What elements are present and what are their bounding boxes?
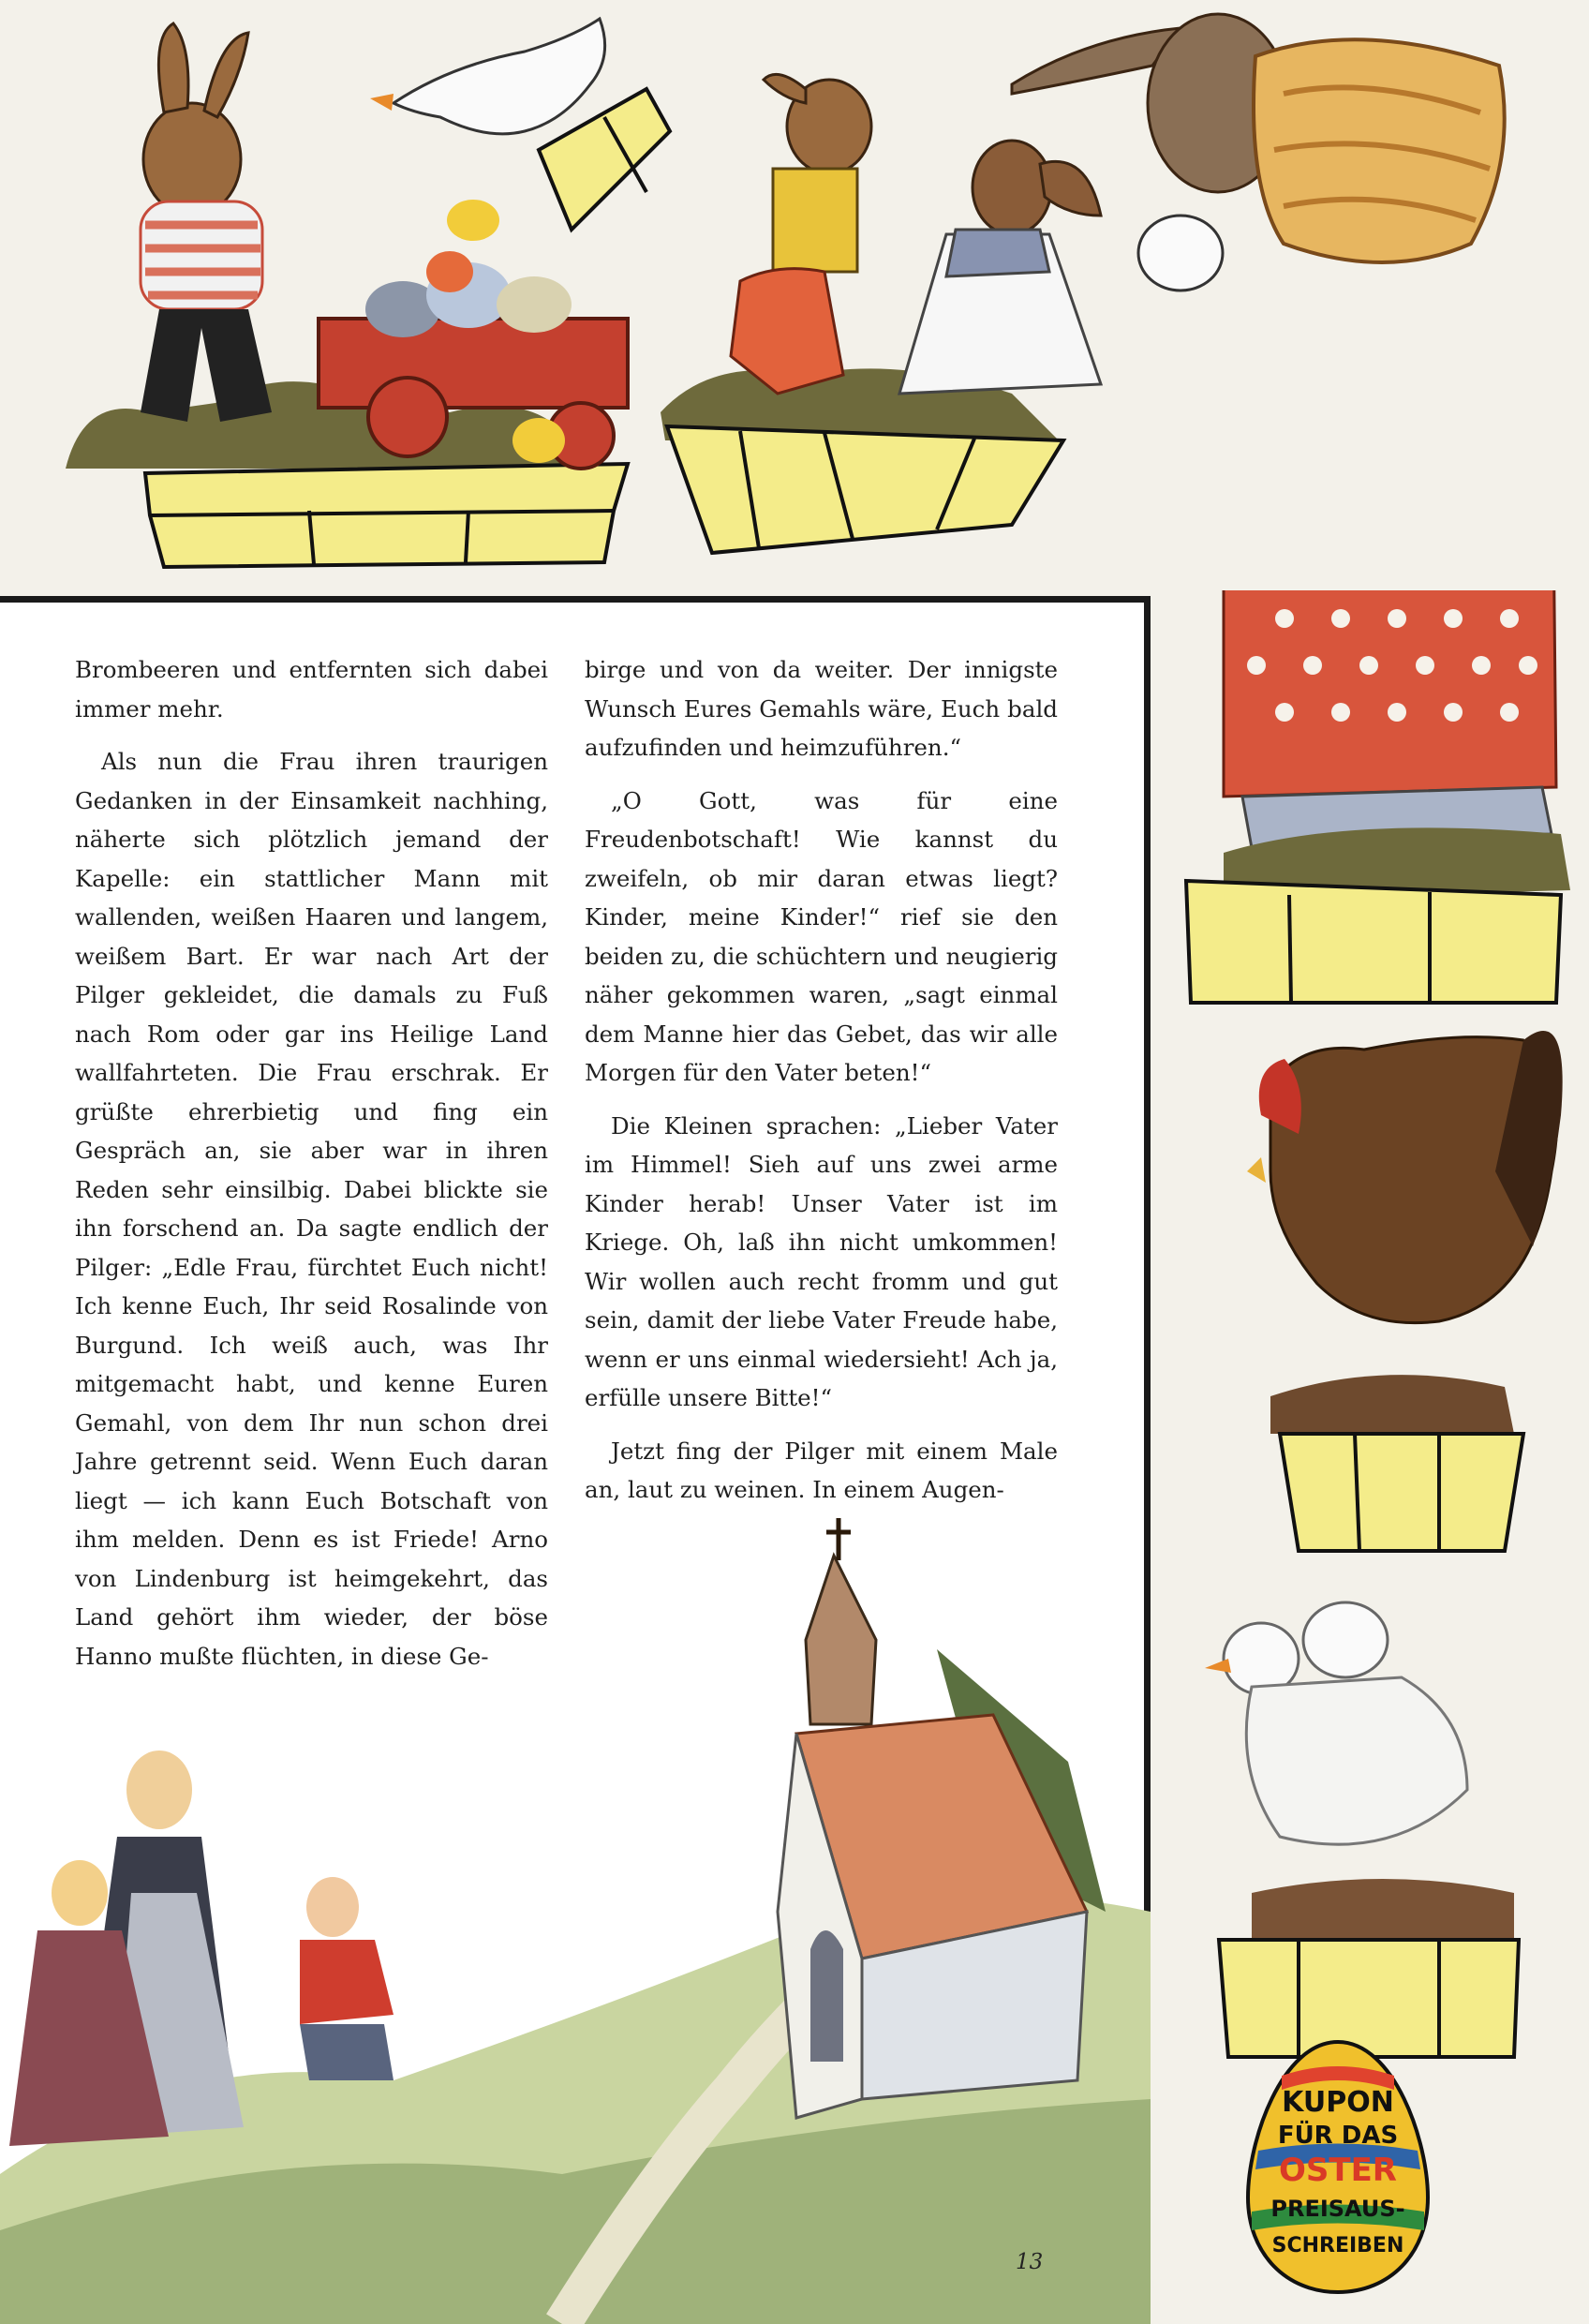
text-column-right <box>585 650 1058 1524</box>
chapel-illustration <box>778 1518 1106 2118</box>
rooster-illustration <box>1247 1031 1563 1551</box>
geese-pair-illustration <box>1205 1602 1519 2057</box>
mother-bunny-with-bread-illustration <box>1012 14 1505 290</box>
dancing-bunnies-illustration <box>661 74 1101 553</box>
polka-dot-apron-illustration <box>1186 590 1570 1003</box>
page-number: 13 <box>1016 2250 1044 2274</box>
easter-cutout-figures <box>0 0 1589 590</box>
coupon-line: SCHREIBEN <box>1271 2234 1404 2257</box>
paragraph: Jetzt fing der Pilger mit einem Male an, laut zu weinen. In einem Augen- <box>585 1437 1058 1503</box>
chapel-scene-illustration <box>0 1518 1151 2324</box>
paragraph: birge und von da weiter. Der innigste Wunsch Eures Gemahls wäre, Euch bald aufzufinden und heimzuführen.“ <box>585 656 1058 761</box>
coupon-line: KUPON <box>1282 2086 1394 2119</box>
coupon-line: PREISAUS- <box>1270 2196 1405 2222</box>
paragraph: „O Gott, was für eine Freudenbotschaft! Wie kannst du zweifeln, ob mir daran etwas liegt? Kinder, meine Kinder!“ rief sie den beiden zu, die schüchtern und neugierig näher gekommen waren, „sagt einmal dem Manne hier das Gebet, das wir alle Morgen für den Vater beten!“ <box>585 786 1058 1086</box>
paragraph: Die Kleinen sprachen: „Lieber Vater im Himmel! Sieh auf uns zwei arme Kinder herab! Unser Vater ist im Kriege. Oh, laß ihn nicht umkommen! Wir wollen auch recht fromm und gut sein, damit der liebe Vater Freude habe, wenn er uns einmal wiedersieht! Ach ja, erfülle unsere Bitte!“ <box>585 1111 1058 1411</box>
paragraph: Als nun die Frau ihren traurigen Gedanken in der Einsamkeit nachhing, näherte sich plötzlich jemand der Kapelle: ein stattlicher Mann mit wallenden, weißen Haaren und langem, weißem Bart. Er war nach Art der Pilger gekleidet, die damals zu Fuß nach Rom oder gar ins Heilige Land wallfahrteten. Die Frau erschrak. Er grüßte ehrerbietig und fing ein Gespräch an, sie aber war in ihren Reden sehr einsilbig. Dabei blickte sie ihn forschend an. Da sagte endlich der Pilger: „Edle Frau, fürchtet Euch nicht! Ich kenne Euch, Ihr seid Rosalinde von Burgund. Ich weiß auch, was Ihr mitgemacht habt, und kenne Euren Gemahl, von dem Ihr nun schon drei Jahre getrennt seid. Wenn Euch daran liegt — ich kann Euch Botschaft von ihm melden. Denn es ist Friede! Arno von Lindenburg ist heimgekehrt, das Land gehört ihm wieder, der böse Hanno mußte flüchten, in diese Ge- <box>75 748 548 1670</box>
easter-coupon-egg <box>1244 2038 1432 2296</box>
goose-cutout-illustration <box>370 19 670 230</box>
paragraph: Brombeeren und entfernten sich dabei immer mehr. <box>75 656 548 723</box>
coupon-line: FÜR DAS <box>1277 2122 1399 2150</box>
coupon-line: OSTER <box>1279 2152 1397 2189</box>
